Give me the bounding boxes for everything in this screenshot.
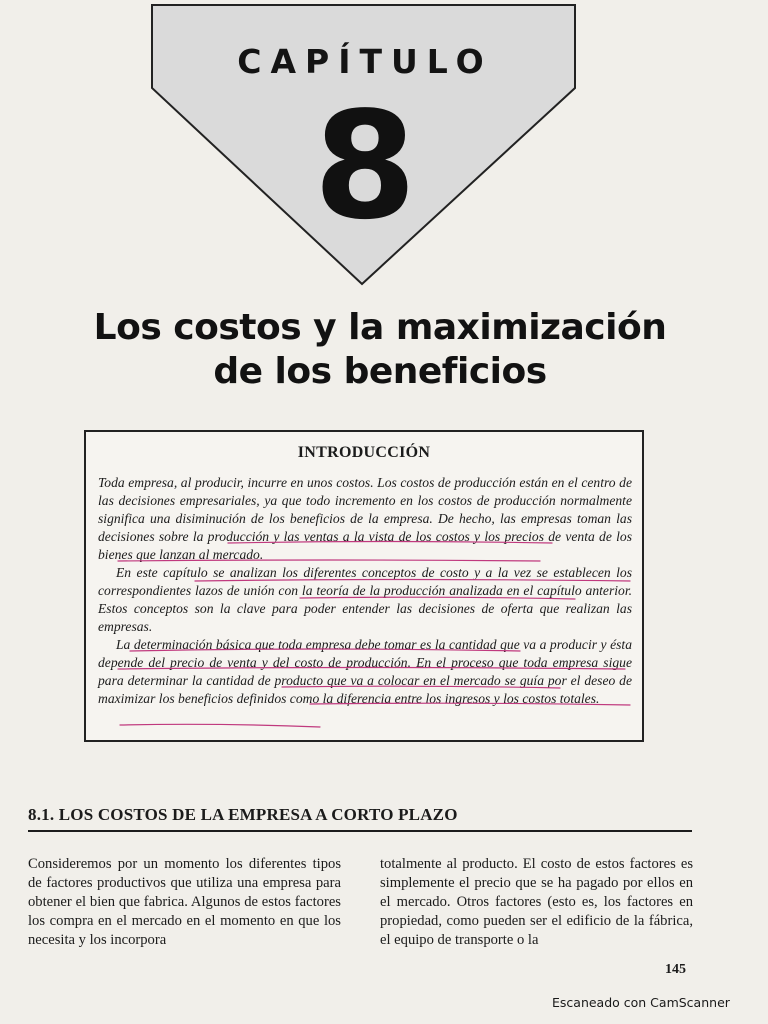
chapter-number: 8 (313, 80, 417, 252)
body-text-column-left: Consideremos por un momento los diferentes tipos de factores productivos que utiliza una empresa para obtener el bien que fabrica. Algunos de estos factores los compra en el mercado en el momento en que los necesita y los incorpora (28, 856, 341, 948)
body-text-column-right: totalmente al producto. El costo de estos factores es simplemente el precio que se ha pagado por ellos en el mercado. Otros factores (esto es, los factores en propiedad, como pueden ser el edificio de la fábrica, el equipo de transporte o la (380, 856, 693, 948)
introduction-heading: INTRODUCCIÓN (297, 444, 431, 461)
chapter-title (40, 306, 720, 394)
introduction-text (98, 474, 632, 708)
intro-paragraph: En este capítulo se analizan los diferentes conceptos de costo y a la vez se establecen los correspondientes lazos de unión con la teoría de la producción analizada en el capítulo anterior. Estos conceptos son la clave para poder entender las decisiones de oferta que realizan las empresas. (98, 565, 632, 634)
chapter-label: CAPÍTULO (237, 42, 493, 81)
section-divider (28, 830, 692, 832)
chapter-title-line-1: Los costos y la maximización (93, 307, 667, 348)
section-heading: 8.1. LOS COSTOS DE LA EMPRESA A CORTO PLAZO (28, 805, 458, 824)
intro-paragraph: La determinación básica que toda empresa debe tomar es la cantidad que va a producir y ésta depende del precio de venta y del costo de producción. En el proceso que toda empresa sigue para determinar la cantidad de producto que va a colocar en el mercado se guía por el deseo de maximizar los beneficios definidos como la diferencia entre los ingresos y los costos totales. (98, 637, 632, 706)
chapter-title-line-2: de los beneficios (213, 351, 547, 392)
introduction-box (84, 430, 644, 742)
page-number: 145 (665, 962, 686, 977)
intro-paragraph: Toda empresa, al producir, incurre en unos costos. Los costos de producción están en el centro de las decisiones empresariales, ya que todo incremento en los costos de producción normalmente significa una disiminución de los beneficios de la empresa. De hecho, las empresas toman las decisiones sobre la producción y las ventas a la vista de los costos y los precios de venta de los bienes que lanzan al mercado. (98, 475, 632, 562)
scanner-watermark: Escaneado con CamScanner (552, 995, 730, 1010)
